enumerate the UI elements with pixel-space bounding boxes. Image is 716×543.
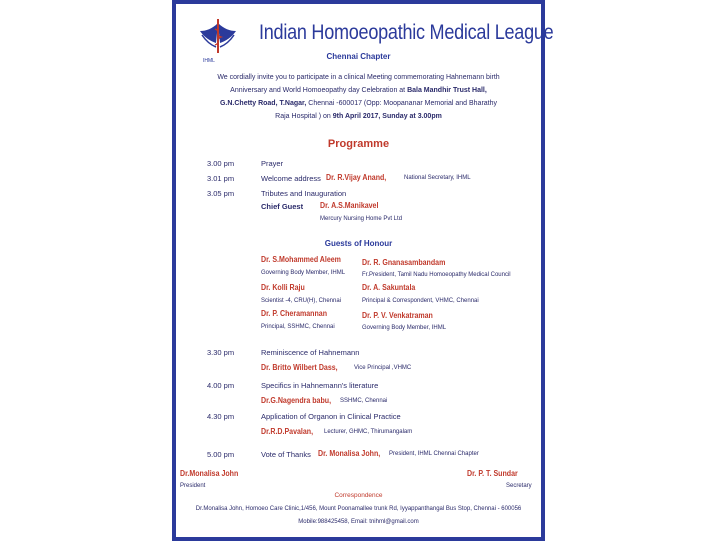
session-title: Reminiscence of Hahnemann	[261, 348, 360, 357]
item-title: Prayer	[261, 159, 284, 168]
invite-line-4: Raja Hospital ) on	[275, 113, 331, 120]
guest-role: Governing Body Member, IHML	[362, 325, 447, 331]
president-name: Dr.Monalisa John	[180, 469, 239, 478]
item-time: 3.00 pm	[207, 159, 235, 168]
vote-title: Vote of Thanks	[261, 450, 311, 459]
secretary-role: Secretary	[506, 483, 532, 489]
chief-guest-role: Mercury Nursing Home Pvt Ltd	[320, 216, 403, 222]
vote-time: 5.00 pm	[207, 450, 235, 459]
item-time: 3.05 pm	[207, 189, 235, 198]
session-role: Lecturer, GHMC, Thirumangalam	[324, 429, 413, 435]
item-title: Tributes and Inauguration	[261, 189, 347, 198]
logo-caption: IHML	[203, 58, 215, 64]
item-title: Welcome address	[261, 174, 321, 183]
president-role: President	[180, 483, 206, 489]
secretary-name: Dr. P. T. Sundar	[467, 469, 518, 478]
speaker-name: Dr. R.Vijay Anand,	[326, 173, 387, 182]
org-name: Indian Homoeopathic Medical League	[259, 21, 554, 44]
invite-line-2: Anniversary and World Homoeopathy day Celebration at	[230, 87, 406, 94]
guest-name: Dr. P. V. Venkatraman	[362, 311, 433, 320]
guest-name: Dr. R. Gnanasambandam	[362, 258, 446, 267]
venue-name: Bala Mandhir Trust Hall,	[407, 87, 487, 94]
session-time: 4.30 pm	[207, 412, 235, 421]
venue-address: G.N.Chetty Road, T.Nagar,	[219, 100, 307, 107]
guest-name: Dr. Kolli Raju	[261, 283, 305, 292]
session-role: Vice Principal ,VHMC	[354, 365, 412, 371]
session-time: 3.30 pm	[207, 348, 235, 357]
guest-name: Dr. S.Mohammed Aleem	[261, 255, 341, 264]
correspondence-label: Correspondence	[334, 492, 383, 499]
session-role: SSHMC, Chennai	[340, 398, 388, 404]
session-speaker: Dr.G.Nagendra babu,	[261, 396, 332, 405]
invite-line-1: We cordially invite you to participate in a clinical Meeting commemorating Hahnemann birth	[217, 74, 500, 81]
guest-role: Scientist -4, CRU(H), Chennai	[261, 298, 342, 304]
speaker-role: National Secretary, IHML	[404, 175, 471, 181]
guests-of-honour-title: Guests of Honour	[324, 239, 393, 248]
session-time: 4.00 pm	[207, 381, 235, 390]
programme-title: Programme	[327, 138, 390, 150]
event-date: 9th April 2017, Sunday at 3.00pm	[332, 113, 442, 120]
guest-role: Fr.President, Tamil Nadu Homoeopathy Medical Council	[362, 272, 511, 278]
invitation-card	[172, 0, 554, 541]
session-title: Application of Organon in Clinical Practice	[261, 412, 401, 421]
chapter-name: Chennai Chapter	[326, 52, 391, 61]
guest-role: Principal & Correspondent, VHMC, Chennai	[362, 298, 479, 304]
correspondence-address: Dr.Monalisa John, Homoeo Care Clinic,1/456, Mount Poonamallee trunk Rd, Iyyappanthangal Bus Stop, Chennai - 600056	[195, 506, 522, 512]
chief-guest-label: Chief Guest	[261, 202, 304, 211]
invite-line-3: Chennai -600017 (Opp: Moopananar Memorial and Bharathy	[308, 100, 498, 107]
invitation-text	[176, 71, 541, 123]
correspondence-contact: Mobile:988425458, Email: tnihml@gmail.com	[298, 519, 419, 525]
item-time: 3.01 pm	[207, 174, 235, 183]
ihml-logo-icon	[198, 17, 238, 57]
guest-name: Dr. A. Sakuntala	[362, 283, 416, 292]
guest-role: Governing Body Member, IHML	[261, 270, 346, 276]
session-title: Specifics in Hahnemann's literature	[261, 381, 379, 390]
chief-guest-name: Dr. A.S.Manikavel	[320, 201, 379, 210]
session-speaker: Dr. Britto Wilbert Dass,	[261, 363, 338, 372]
guest-role: Principal, SSHMC, Chennai	[261, 324, 335, 330]
vote-speaker: Dr. Monalisa John,	[318, 449, 381, 458]
guest-name: Dr. P. Cheramannan	[261, 309, 327, 318]
vote-role: President, IHML Chennai Chapter	[389, 451, 479, 457]
session-speaker: Dr.R.D.Pavalan,	[261, 427, 314, 436]
